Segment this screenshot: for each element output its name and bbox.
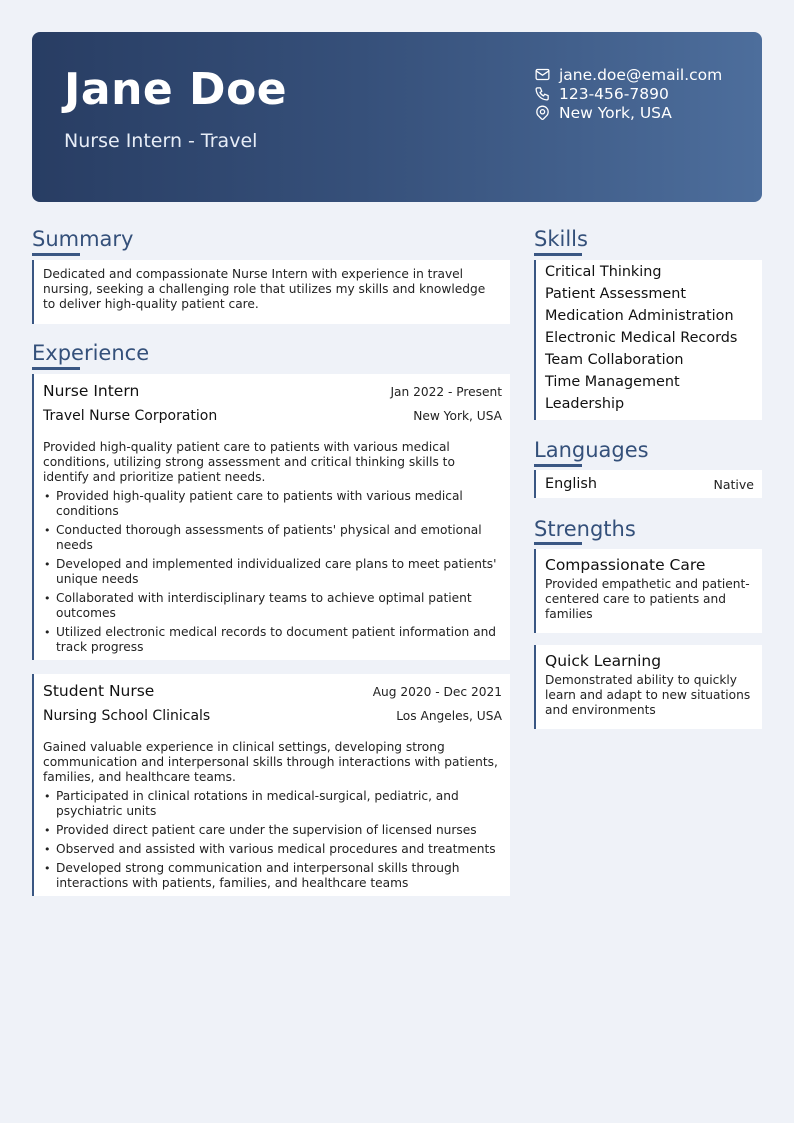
job-company: Nursing School Clinicals (43, 708, 211, 724)
skill-item: Leadership (545, 396, 625, 412)
skill-item: Medication Administration (545, 308, 734, 324)
strength-title: Compassionate Care (545, 556, 706, 574)
job-title: Student Nurse (43, 682, 155, 700)
map-pin-icon (534, 104, 551, 121)
job-bullet: • Conducted thorough assessments of patients' physical and emotional needs (43, 523, 502, 553)
experience-item (32, 674, 510, 896)
job-header (43, 382, 502, 406)
contact-location-text: New York, USA (559, 103, 672, 122)
job-bullet: • Observed and assisted with various medical procedures and treatments (43, 842, 502, 857)
skills-card (534, 260, 762, 420)
strengths-heading: Strengths (534, 517, 636, 541)
language-name: English (545, 476, 597, 492)
job-bullet: • Utilized electronic medical records to document patient information and track progress (43, 625, 502, 655)
contact-phone[interactable] (534, 84, 722, 103)
contact-list (534, 65, 722, 122)
language-level: Native (713, 476, 754, 492)
job-location: New York, USA (413, 409, 502, 423)
job-bullet: • Participated in clinical rotations in medical-surgical, pediatric, and psychiatric units (43, 789, 502, 819)
job-bullet: • Developed and implemented individualized care plans to meet patients' unique needs (43, 557, 502, 587)
job-bullets (43, 789, 502, 891)
candidate-role: Nurse Intern - Travel (64, 130, 258, 152)
resume-header (32, 32, 762, 202)
summary-heading-underline (32, 253, 80, 256)
summary-card (32, 260, 510, 324)
skill-item: Time Management (545, 374, 680, 390)
job-company: Travel Nurse Corporation (43, 408, 218, 424)
phone-icon (534, 85, 551, 102)
experience-heading-underline (32, 367, 80, 370)
skills-heading: Skills (534, 227, 588, 251)
job-subheader (43, 708, 502, 732)
job-dates: Jan 2022 - Present (390, 385, 502, 399)
job-title: Nurse Intern (43, 382, 140, 400)
contact-location (534, 103, 722, 122)
languages-heading: Languages (534, 438, 649, 462)
strength-description: Provided empathetic and patient-centered care to patients and families (545, 577, 750, 621)
languages-heading-underline (534, 464, 582, 467)
contact-email[interactable] (534, 65, 722, 84)
job-subheader (43, 408, 502, 432)
summary-text: Dedicated and compassionate Nurse Intern with experience in travel nursing, seeking a challenging role that utilizes my skills and knowledge to deliver high-quality patient care. (43, 267, 486, 311)
job-bullet: • Provided direct patient care under the supervision of licensed nurses (43, 823, 502, 838)
job-location: Los Angeles, USA (396, 709, 502, 723)
language-row (545, 470, 754, 498)
strength-card (534, 549, 762, 633)
job-header (43, 682, 502, 706)
skill-item: Team Collaboration (545, 352, 684, 368)
job-bullets (43, 489, 502, 655)
skill-item: Electronic Medical Records (545, 330, 738, 346)
job-bullet: • Developed strong communication and interpersonal skills through interactions with patients, families, and healthcare teams (43, 861, 502, 891)
job-description: Gained valuable experience in clinical settings, developing strong communication and interpersonal skills through interactions with patients, families, and healthcare teams. (43, 740, 498, 784)
experience-item (32, 374, 510, 660)
experience-heading: Experience (32, 341, 150, 365)
skills-heading-underline (534, 253, 582, 256)
mail-icon (534, 66, 551, 83)
candidate-name: Jane Doe (64, 64, 288, 115)
strengths-heading-underline (534, 542, 582, 545)
job-dates: Aug 2020 - Dec 2021 (372, 685, 502, 699)
summary-heading: Summary (32, 227, 134, 251)
strength-card (534, 645, 762, 729)
job-bullet: • Collaborated with interdisciplinary teams to achieve optimal patient outcomes (43, 591, 502, 621)
strength-description: Demonstrated ability to quickly learn and adapt to new situations and environments (545, 673, 751, 717)
contact-email-text: jane.doe@email.com (559, 65, 723, 84)
languages-card (534, 470, 762, 498)
contact-phone-text: 123-456-7890 (559, 84, 669, 103)
job-bullet: • Provided high-quality patient care to patients with various medical conditions (43, 489, 502, 519)
skill-item: Patient Assessment (545, 286, 687, 302)
skill-item: Critical Thinking (545, 264, 662, 280)
strength-title: Quick Learning (545, 652, 662, 670)
job-description: Provided high-quality patient care to patients with various medical conditions, utilizing strong assessment and critical thinking skills to identify and prioritize patient needs. (43, 440, 455, 484)
